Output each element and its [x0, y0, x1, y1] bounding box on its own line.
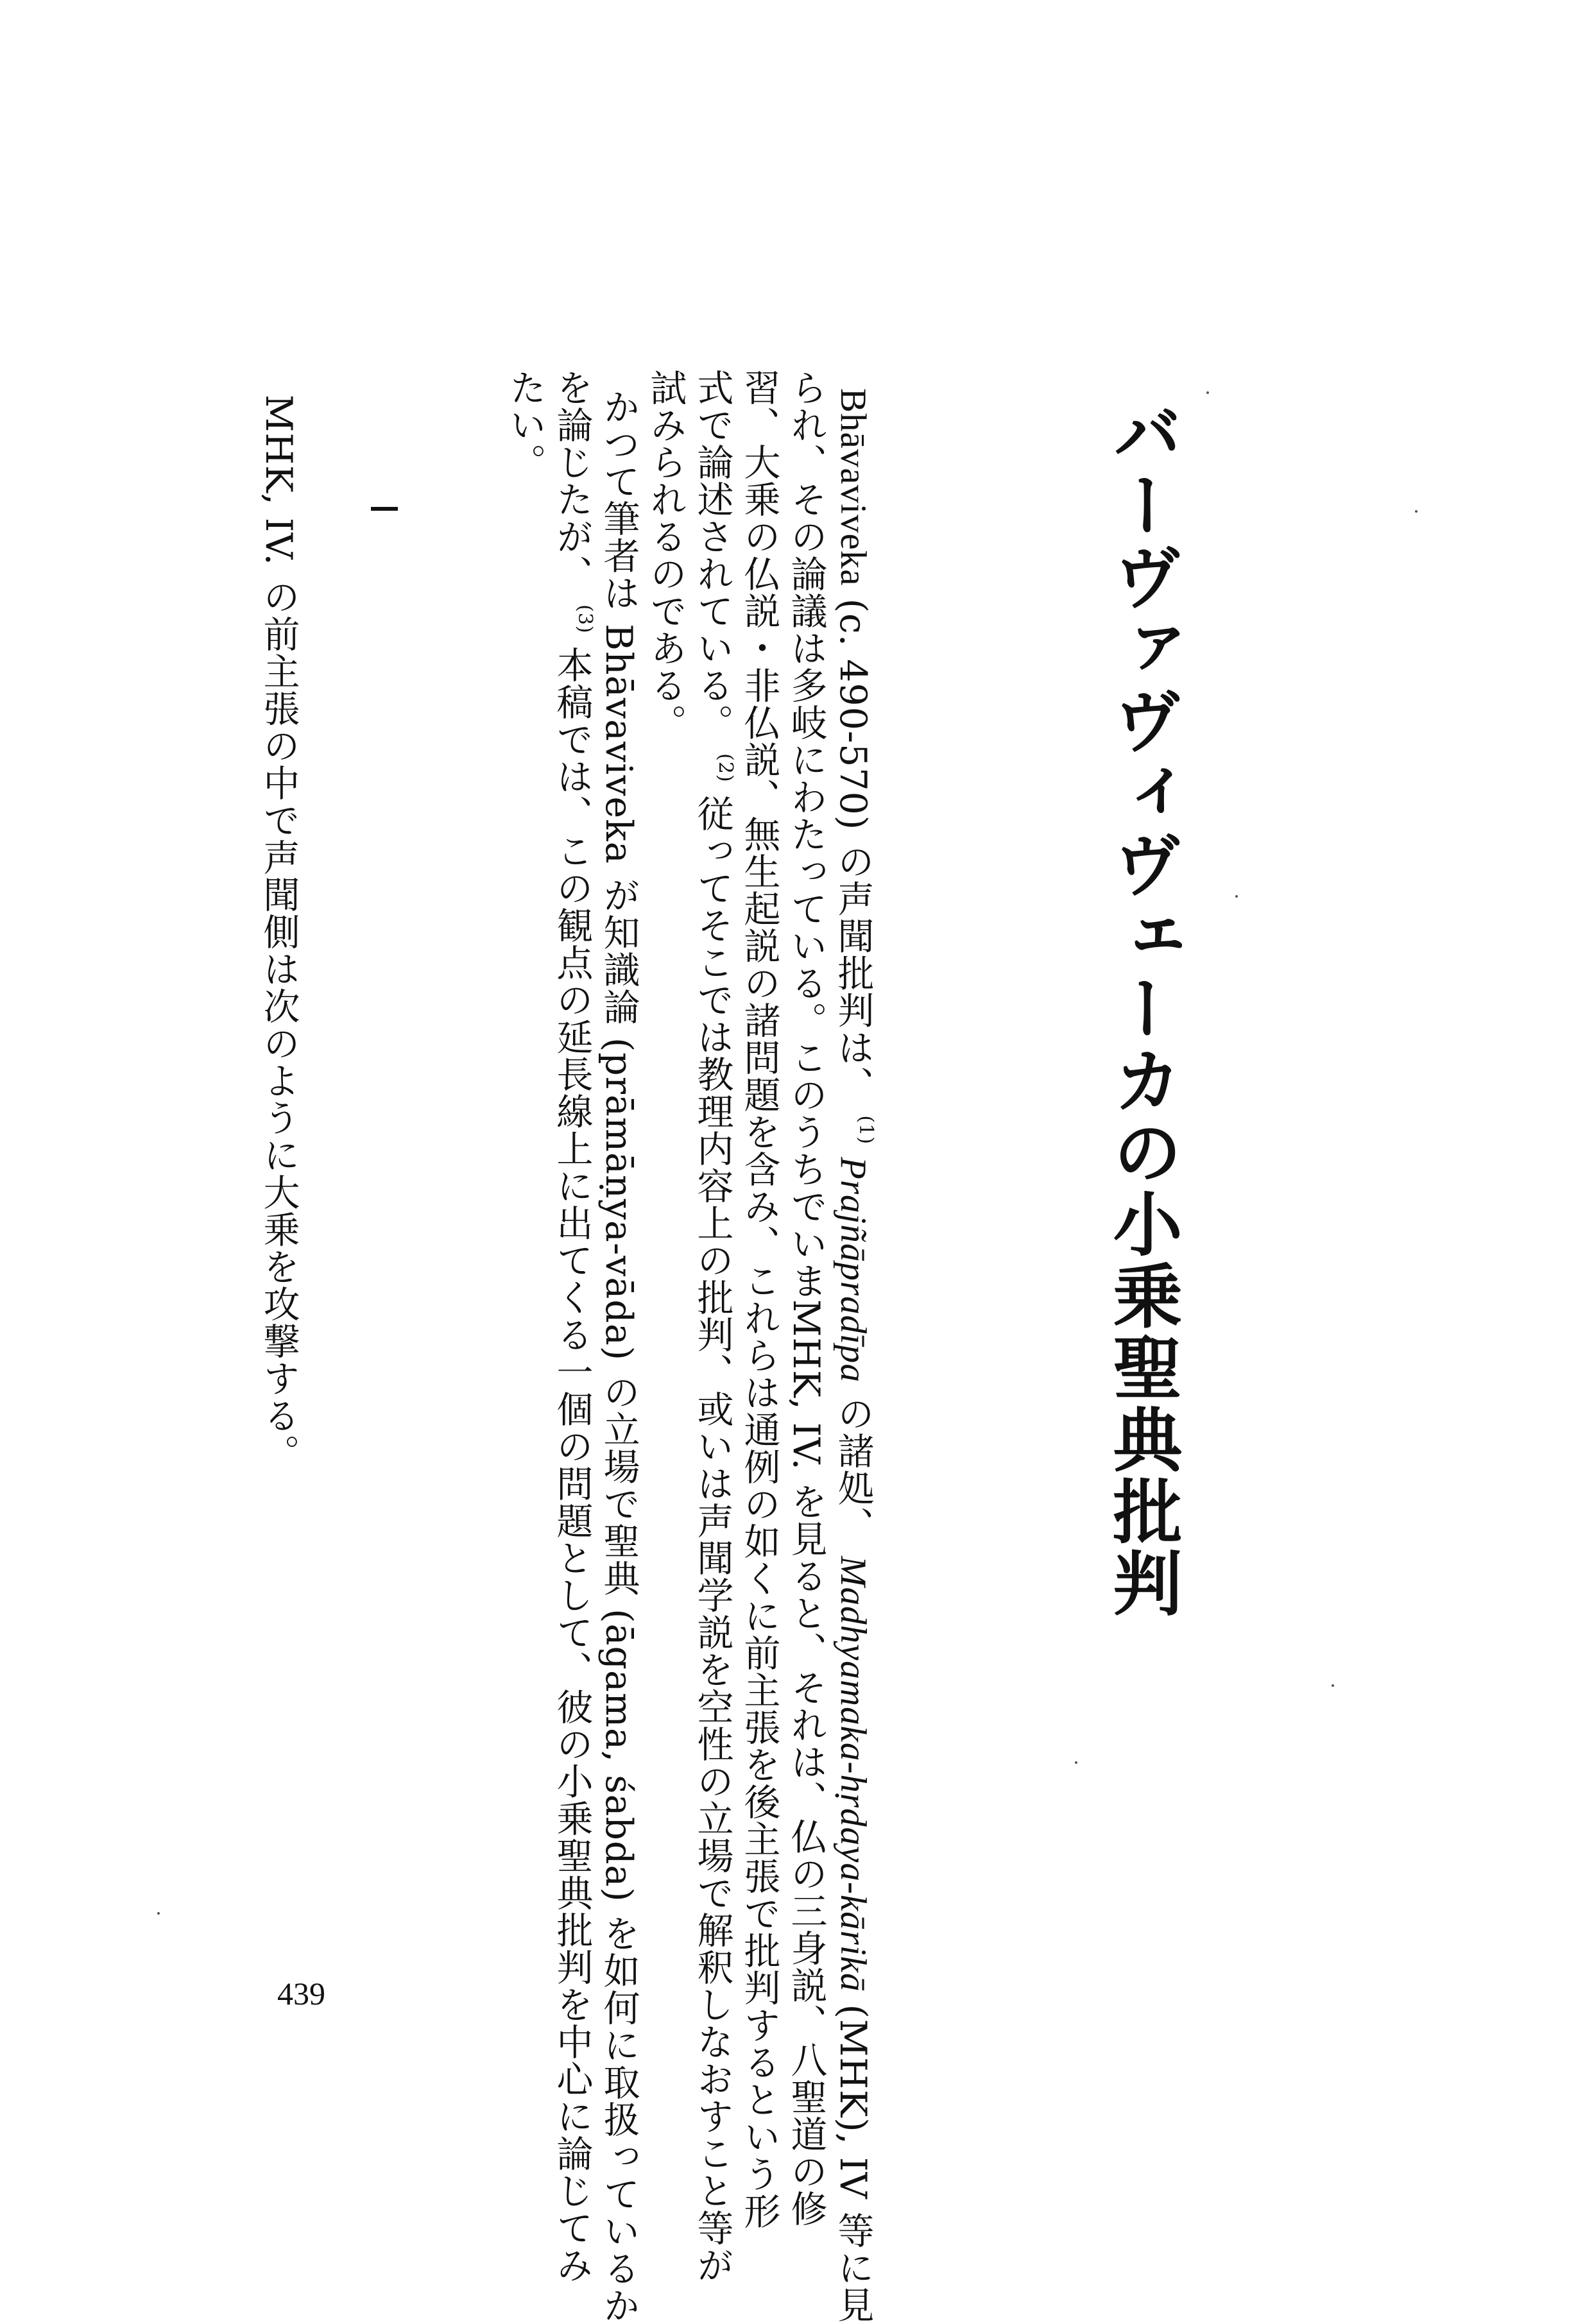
paragraph-1-line-3: 習、大乗の仏説・非仏説、無生起説の諸問題を含み、これらは通例の如くに前主張を後主張で批判するという形 — [738, 369, 780, 2230]
paragraph-2-line-2 — [553, 369, 594, 2284]
scan-speck — [157, 1912, 160, 1915]
paragraph-2-line-3: たい。 — [504, 369, 546, 481]
text-segment: 従ってそこでは教理内容上の批判、或いは声聞学説を空性の立場で解釈しなおすこと等が — [691, 794, 733, 2284]
page-number: 439 — [277, 1976, 325, 2012]
scan-speck — [1415, 510, 1418, 513]
paragraph-1-line-4 — [691, 369, 737, 2284]
scan-speck — [1075, 1761, 1077, 1764]
paragraph-2-line-1: かつて筆者は Bhāvaviveka が知識論 (prāmāṇya-vāda) の立場で聖典 (āgama, śabda) を如何に取扱っているか — [597, 388, 640, 2324]
scan-speck — [1235, 895, 1238, 898]
section-heading — [371, 507, 398, 511]
scan-speck — [1332, 1684, 1334, 1687]
work-title: Madhyamaka-hṛdaya-kārikā — [833, 1556, 873, 1992]
scan-speck — [1206, 391, 1209, 394]
text-segment: 式で論述されている。 — [691, 369, 733, 741]
footnote-marker-2: (2) — [714, 753, 737, 783]
paragraph-1-line-2: られ、その論議は多岐にわたっている。このうちでいまMHK, IV. を見ると、それは、仏の三身説、八聖道の修 — [785, 369, 827, 2227]
text-segment: (MHK), IV 等に見 — [832, 2004, 874, 2323]
text-segment: を論じたが、 — [551, 369, 593, 592]
article-title: バーヴァヴィヴェーカの小乗聖典批判 — [1101, 398, 1182, 1619]
author-name: Bhāvaviveka — [833, 388, 873, 586]
text-segment: 本稿では、この観点の延長線上に出てくる一個の問題として、彼の小乗聖典批判を中心に論じてみ — [551, 645, 593, 2284]
work-title: Prajñāpradīpa — [833, 1157, 873, 1383]
text-segment: (c. 490-570) の声聞批判は、 — [832, 598, 874, 1104]
text-segment: の諸処、 — [832, 1395, 874, 1544]
section-first-line: MHK, IV. の前主張の中で声聞側は次のように大乗を攻撃する。 — [257, 395, 300, 1471]
paragraph-1-line-5: 試みられるのである。 — [644, 369, 687, 741]
footnote-marker-3: (3) — [574, 604, 596, 634]
footnote-marker-1: (1) — [855, 1115, 877, 1145]
paragraph-1-line-1 — [834, 388, 875, 2323]
